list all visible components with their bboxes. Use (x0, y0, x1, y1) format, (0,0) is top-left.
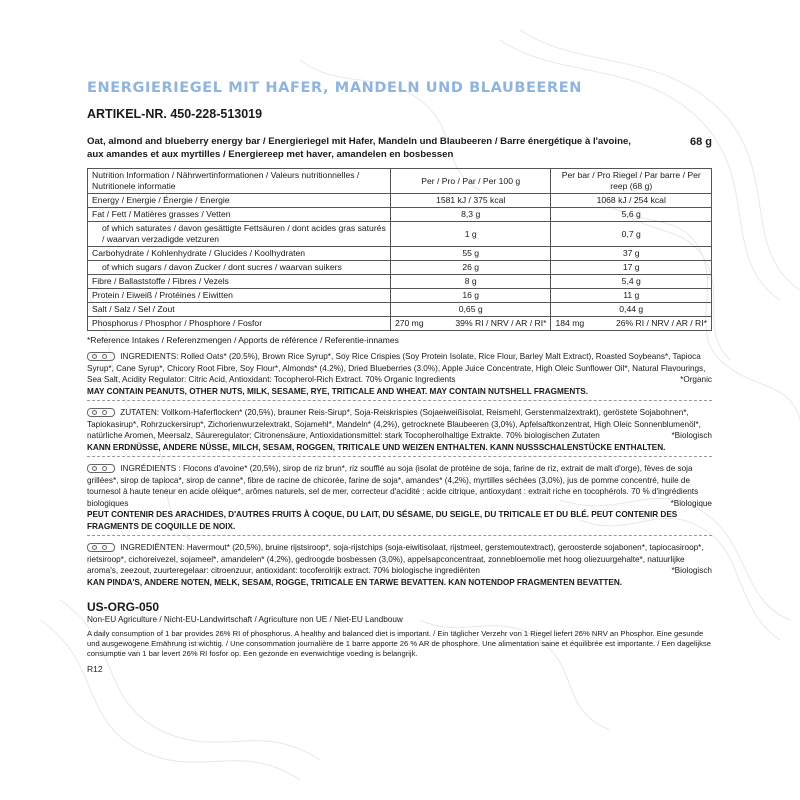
nutrition-header-row (88, 169, 712, 194)
nutrient-value-perbar (551, 317, 712, 331)
nutrient-value-perbar: 17 g (551, 261, 712, 275)
ingredients-text: INGREDIENTS: Rolled Oats* (20.5%), Brown Rice Syrup*, Soy Rice Crispies (Soy Protein Isolate, Rice Flour, Barley Malt Extract), Roasted Soybeans*, Tapioca Syrup*, Cane Syrup*, Chicory Root Fibre, Soy Flour*, Almonds* (4.2%), Dried Blueberries (3.0%), Apple Juice Concentrate, High Oleic Sunflower Oil*, Natural Flavourings, Sea Salt, Acidity Regulator: Citric Acid, Antioxidant: Tocopherol-Rich Extract. 70% Organic Ingredients (87, 352, 706, 384)
consumption-note: A daily consumption of 1 bar provides 26% RI of phosphorus. A healthy and balanced diet is important. / Ein täglicher Verzehr von 1 Riegel liefert 26% NRV an Phosphor. Eine gesunde und ausgewogene Ernährung ist wichtig. / Une consommation journalière de 1 barre apporte 26 % AR de phosphore. Une alimentation saine et équilibrée est importante. / Een dagelijkse consumptie van 1 bar levert 26% RI fosfor op. Een gezonde en evenwichtige voeding is belangrijk. (87, 629, 711, 658)
language-flag-icon (87, 543, 115, 552)
reference-intake-note: *Reference Intakes / Referenzmengen / Apports de référence / Referentie-innames (87, 335, 399, 345)
ingredients-block (87, 463, 712, 536)
nutrient-value-perbar: 1068 kJ / 254 kcal (551, 194, 712, 208)
language-flag-icon (87, 408, 115, 417)
nutrition-row (88, 194, 712, 208)
nutrition-row (88, 261, 712, 275)
phosphorus-amount-perbar: 184 mg (555, 318, 585, 328)
nutrient-value-per100: 55 g (390, 247, 551, 261)
ingredients-text: INGRÉDIENTS : Flocons d'avoine* (20,5%), sirop de riz brun*, riz soufflé au soja (isolat de protéine de soja, farine de riz, extrait de malt d'orge), fèves de soja grillées*, sirop de tapioca*, sirop de canne*, fibre de racine de chicorée, farine de soja*, amandes* (4,2%), myrtilles séchées (3,0%), jus de pomme concentré, huile de tournesol à haute teneur en acide oléique*, arômes naturels, sel de mer, correcteur d'acidité : acide citrique, antioxydant : extrait riche en tocophérols. 70 % d'ingrédients biologiques (87, 464, 699, 508)
nutrition-body (88, 194, 712, 331)
allergen-warning: MAY CONTAIN PEANUTS, OTHER NUTS, MILK, SESAME, RYE, TRITICALE AND WHEAT. MAY CONTAIN NUTSHELL FRAGMENTS. (87, 386, 588, 396)
organic-control-code: US-ORG-050 (87, 600, 160, 614)
nutrition-row (88, 303, 712, 317)
ingredients-section (87, 351, 712, 588)
nutrient-value-perbar: 0,7 g (551, 222, 712, 247)
nutrient-value-per100: 1581 kJ / 375 kcal (390, 194, 551, 208)
product-title: ENERGIERIEGEL MIT HAFER, MANDELN UND BLAUBEEREN (87, 80, 583, 96)
nutrient-value-per100: 8,3 g (390, 208, 551, 222)
separator (87, 456, 712, 457)
nutrition-header-label: Nutrition Information / Nährwertinformationen / Valeurs nutritionnelles / Nutritionele informatie (88, 169, 391, 194)
agriculture-origin: Non-EU Agriculture / Nicht-EU-Landwirtschaft / Agriculture non UE / Niet-EU Landbouw (87, 615, 403, 624)
nutrient-value-per100: 26 g (390, 261, 551, 275)
ingredients-block (87, 407, 712, 457)
description-row (87, 135, 712, 161)
nutrient-label: Fibre / Ballaststoffe / Fibres / Vezels (88, 275, 391, 289)
article-number: ARTIKEL-NR. 450-228-513019 (87, 107, 263, 121)
nutrient-value-per100: 1 g (390, 222, 551, 247)
nutrient-value-per100: 16 g (390, 289, 551, 303)
nutrition-row (88, 222, 712, 247)
nutrition-row (88, 289, 712, 303)
nutrition-row-phosphorus (88, 317, 712, 331)
nutrient-value-per100: 0,65 g (390, 303, 551, 317)
organic-note: *Biologique (670, 498, 712, 508)
allergen-warning: KAN PINDA'S, ANDERE NOTEN, MELK, SESAM, ROGGE, TRITICALE EN TARWE BEVATTEN. KAN NOTENDOP FRAGMENTEN BEVATTEN. (87, 577, 623, 587)
ingredients-text: INGREDIËNTEN: Havermout* (20,5%), bruine rijstsiroop*, soja-rijstchips (soja-eiwitisolaat, rijstmeel, gerstemoutextract), geroosterde sojabonen*, tapiocasiroop*, rietsiroop*, cichoreivezel, sojameel*, amandelen* (4,2%), gedroogde bosbessen (3,0%), appelsapconcentraat, zonnebloemolie met hoog oliezuurgehalte*, natuurlijke aroma's, zeezout, zuurteregelaar: citroenzuur, antioxidant: tocoferolrijk extract. 70% biologische ingrediënten (87, 543, 704, 575)
phosphorus-amount-per100: 270 mg (394, 318, 424, 328)
phosphorus-ri-perbar: 26% RI / NRV / AR / RI* (615, 318, 707, 328)
label-panel (87, 80, 712, 674)
nutrition-table (87, 168, 712, 331)
separator (87, 400, 712, 401)
nutrient-value-perbar: 5,6 g (551, 208, 712, 222)
organic-note: *Biologisch (671, 566, 712, 575)
nutrient-label: Energy / Energie / Énergie / Energie (88, 194, 391, 208)
ingredients-text: ZUTATEN: Vollkorn-Haferflocken* (20,5%), brauner Reis-Sirup*, Soja-Reiskrispies (Sojaeiweißisolat, Reismehl, Gerstenmalzextrakt), geröstete Sojabohnen*, Tapiokasirup*, Rohrzuckersirup*, Zichorienwurzelextrakt, Sojamehl*, Mandeln* (4,2%), getrocknete Blaubeeren (3,0%), Apfelsaftkonzentrat, High Oleic Sonnenblumenöl*, natürliche Aromen, Meersalz, Säureregulator: Citronensäure, Antioxidationsmittel: stark Tocopherolhaltige Extrakte. 70% biologischen Zutaten (87, 408, 701, 440)
nutrient-value-per100 (390, 317, 551, 331)
organic-note: *Biologisch (671, 431, 712, 440)
net-weight: 68 g (689, 136, 712, 148)
nutrition-row (88, 247, 712, 261)
allergen-warning: KANN ERDNÜSSE, ANDERE NÜSSE, MILCH, SESAM, ROGGEN, TRITICALE UND WEIZEN ENTHALTEN. KANN NUSSSCHALENSTÜCKE ENTHALTEN. (87, 442, 666, 452)
nutrition-header-perbar: Per bar / Pro Riegel / Par barre / Per reep (68 g) (551, 169, 712, 194)
nutrient-label: Phosphorus / Phosphor / Phosphore / Fosfor (88, 317, 391, 331)
organic-note: *Organic (680, 375, 712, 384)
nutrient-value-perbar: 37 g (551, 247, 712, 261)
nutrition-row (88, 275, 712, 289)
separator (87, 535, 712, 536)
nutrient-label: of which sugars / davon Zucker / dont sucres / waarvan suikers (88, 261, 391, 275)
nutrient-value-perbar: 0,44 g (551, 303, 712, 317)
version-code: R12 (87, 664, 103, 674)
language-flag-icon (87, 352, 115, 361)
nutrient-label: Salt / Salz / Sel / Zout (88, 303, 391, 317)
allergen-warning: PEUT CONTENIR DES ARACHIDES, D'AUTRES FRUITS À COQUE, DU LAIT, DU SÉSAME, DU SEIGLE, DU TRITICALE ET DU BLÉ. PEUT CONTENIR DES FRAGMENTS DE COQUILLE DE NOIX. (87, 510, 678, 531)
product-description: Oat, almond and blueberry energy bar / Energieriegel mit Hafer, Mandeln und Blaubeeren / Barre énergétique à l'avoine, aux amandes et aux myrtilles / Energiereep met haver, amandelen en bosbessen (87, 136, 631, 160)
nutrient-label: of which saturates / davon gesättigte Fettsäuren / dont acides gras saturés / waarvan verzadigde vetzuren (88, 222, 391, 247)
ingredients-block (87, 542, 712, 588)
ingredients-block (87, 351, 712, 401)
phosphorus-ri-per100: 39% RI / NRV / AR / RI* (455, 318, 547, 328)
nutrient-label: Carbohydrate / Kohlenhydrate / Glucides / Koolhydraten (88, 247, 391, 261)
nutrient-value-perbar: 11 g (551, 289, 712, 303)
nutrient-label: Fat / Fett / Matières grasses / Vetten (88, 208, 391, 222)
nutrient-value-perbar: 5,4 g (551, 275, 712, 289)
nutrient-value-per100: 8 g (390, 275, 551, 289)
nutrient-label: Protein / Eiweiß / Protéines / Eiwitten (88, 289, 391, 303)
nutrition-header-per100: Per / Pro / Par / Per 100 g (390, 169, 551, 194)
language-flag-icon (87, 464, 115, 473)
nutrition-row (88, 208, 712, 222)
